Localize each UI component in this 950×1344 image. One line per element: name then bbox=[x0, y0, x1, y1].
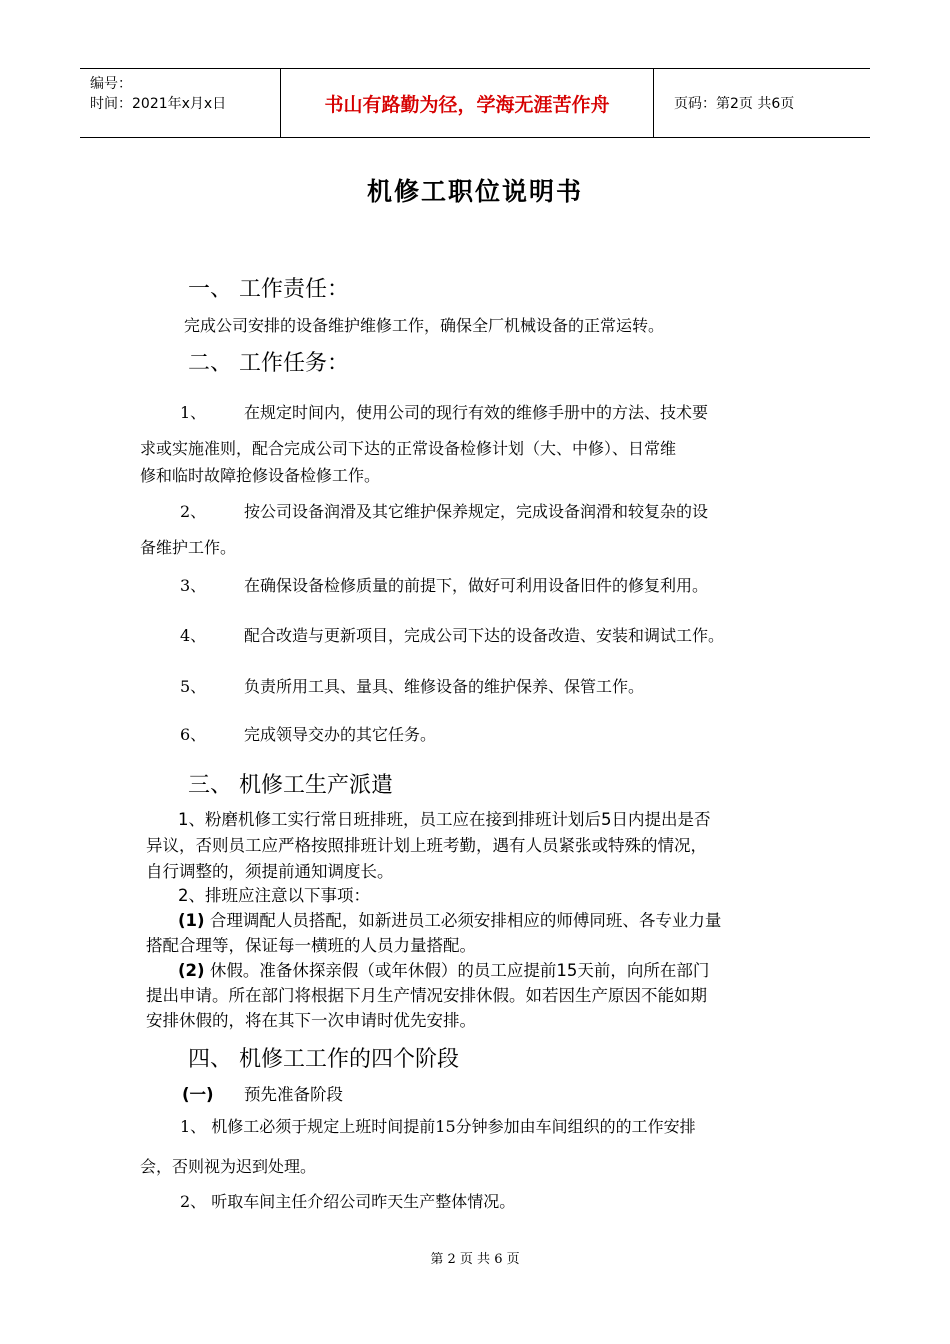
dispatch-item-2-line-3: 安排休假的，将在其下一次申请时优先安排。 bbox=[146, 1011, 476, 1030]
page-info-text: 页码：第2页 共6页 bbox=[674, 96, 795, 112]
item-text: 合理调配人员搭配，如新进员工必须安排相应的师傅同班、各专业力量 bbox=[209, 911, 722, 930]
task-item-1-line-1 bbox=[180, 400, 708, 423]
dispatch-line-2: 异议，否则员工应严格按照排班计划上班考勤，遇有人员紧张或特殊的情况， bbox=[146, 836, 707, 855]
number-label: 编号： bbox=[90, 76, 132, 92]
stage-number: (一) bbox=[182, 1085, 214, 1104]
task-item-1-line-2: 求或实施准则，配合完成公司下达的正常设备检修计划（大、中修）、日常维 bbox=[140, 439, 677, 458]
task-item-text: 完成领导交办的其它任务。 bbox=[244, 725, 437, 744]
section-2-heading: 二、 工作任务： bbox=[188, 351, 349, 376]
task-item-number: 2、 bbox=[180, 502, 207, 521]
section-1-body: 完成公司安排的设备维护维修工作，确保全厂机械设备的正常运转。 bbox=[184, 316, 665, 335]
header-page-info bbox=[664, 69, 870, 137]
dispatch-line-4: 2、排班应注意以下事项： bbox=[178, 886, 370, 905]
item-marker: (2) bbox=[178, 961, 205, 980]
header-motto: 书山有路勤为径，学海无涯苦作舟 bbox=[281, 69, 654, 137]
item-marker: (1) bbox=[178, 911, 205, 930]
section-4-heading: 四、 机修工工作的四个阶段 bbox=[188, 1047, 459, 1072]
item-text: 休假。准备休探亲假（或年休假）的员工应提前15天前，向所在部门 bbox=[209, 961, 710, 980]
task-item-text: 在规定时间内，使用公司的现行有效的维修手册中的方法、技术要 bbox=[244, 403, 709, 422]
task-item-number: 5、 bbox=[180, 677, 207, 696]
task-item-4 bbox=[180, 623, 724, 646]
stage-1-heading bbox=[182, 1081, 343, 1105]
task-item-3 bbox=[180, 573, 708, 596]
task-item-number: 4、 bbox=[180, 626, 207, 645]
time-label: 时间：2021年x月x日 bbox=[90, 96, 227, 112]
stage-1-line-2: 会，否则视为迟到处理。 bbox=[140, 1157, 317, 1176]
section-3-heading: 三、 机修工生产派遣 bbox=[188, 773, 393, 798]
task-item-6 bbox=[180, 722, 436, 745]
task-item-text: 负责所用工具、量具、维修设备的维护保养、保管工作。 bbox=[244, 677, 645, 696]
dispatch-item-1-line-1 bbox=[178, 907, 721, 931]
task-item-number: 1、 bbox=[180, 403, 207, 422]
task-item-2-line-1 bbox=[180, 499, 708, 522]
dispatch-item-1-line-2: 搭配合理等，保证每一横班的人员力量搭配。 bbox=[146, 936, 476, 955]
task-item-text: 在确保设备检修质量的前提下，做好可利用设备旧件的修复利用。 bbox=[244, 576, 709, 595]
task-item-number: 6、 bbox=[180, 725, 207, 744]
task-item-text: 按公司设备润滑及其它维护保养规定，完成设备润滑和较复杂的设 bbox=[244, 502, 709, 521]
dispatch-item-2-line-1 bbox=[178, 957, 709, 981]
section-1-heading: 一、 工作责任： bbox=[188, 277, 349, 302]
stage-1-line-3: 2、 听取车间主任介绍公司昨天生产整体情况。 bbox=[180, 1192, 516, 1211]
document-header bbox=[80, 68, 870, 138]
page-footer: 第 2 页 共 6 页 bbox=[430, 1252, 520, 1267]
dispatch-item-2-line-2: 提出申请。所在部门将根据下月生产情况安排休假。如若因生产原因不能如期 bbox=[146, 986, 707, 1005]
stage-1-line-1: 1、 机修工必须于规定上班时间提前15分钟参加由车间组织的的工作安排 bbox=[180, 1117, 696, 1136]
task-item-number: 3、 bbox=[180, 576, 207, 595]
task-item-5 bbox=[180, 674, 644, 697]
header-info-cell bbox=[80, 69, 281, 137]
task-item-text: 配合改造与更新项目，完成公司下达的设备改造、安装和调试工作。 bbox=[244, 626, 725, 645]
task-item-1-line-3: 修和临时故障抢修设备检修工作。 bbox=[140, 466, 381, 485]
dispatch-line-3: 自行调整的，须提前通知调度长。 bbox=[146, 862, 394, 881]
task-item-2-line-2: 备维护工作。 bbox=[140, 538, 237, 557]
stage-title: 预先准备阶段 bbox=[244, 1085, 343, 1104]
document-title: 机修工职位说明书 bbox=[366, 177, 583, 206]
dispatch-line-1: 1、粉磨机修工实行常日班排班，员工应在接到排班计划后5日内提出是否 bbox=[178, 810, 711, 829]
